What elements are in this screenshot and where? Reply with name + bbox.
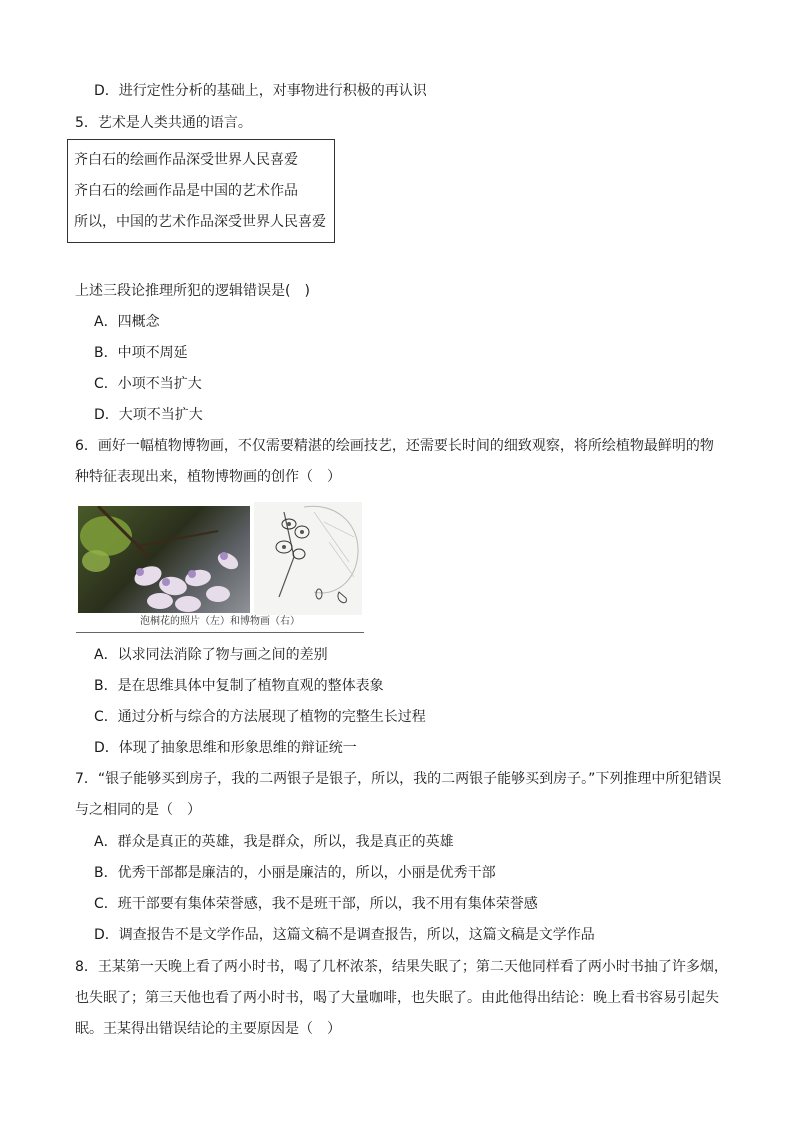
q5-box-line-1: 齐白石的绘画作品深受世界人民喜爱 — [74, 152, 298, 168]
figure-caption: 泡桐花的照片（左）和博物画（右） — [140, 616, 300, 627]
q6-option-c: C．通过分析与综合的方法展现了植物的完整生长过程 — [94, 709, 426, 725]
q5-syllogism-box — [67, 139, 335, 243]
q7-option-d: D．调查报告不是文学作品，这篇文稿不是调查报告，所以，这篇文稿是文学作品 — [94, 927, 595, 943]
q7-option-b: B．优秀干部都是廉洁的，小丽是廉洁的，所以，小丽是优秀干部 — [94, 865, 496, 881]
q5-option-d: D．大项不当扩大 — [94, 407, 203, 423]
q5-option-a: A．四概念 — [94, 314, 160, 330]
q8-stem-line-3: 眠。王某得出错误结论的主要原因是（ ） — [75, 1021, 341, 1037]
q4-option-d: D．进行定性分析的基础上，对事物进行积极的再认识 — [94, 83, 427, 99]
q8-stem-line-2: 也失眠了；第三天他也看了两小时书，喝了大量咖啡，也失眠了。由此他得出结论：晚上看书容易引起失 — [75, 990, 719, 1006]
q5-option-b: B．中项不周延 — [94, 345, 188, 361]
paulownia-figure — [76, 500, 364, 633]
q6-option-d: D．体现了抽象思维和形象思维的辩证统一 — [94, 740, 357, 756]
q7-option-c: C．班干部要有集体荣誉感，我不是班干部，所以，我不用有集体荣誉感 — [94, 896, 538, 912]
q7-stem-line-1: 7．“银子能够买到房子，我的二两银子是银子，所以，我的二两银子能够买到房子。”下列推理中所犯错误 — [75, 771, 722, 787]
q7-stem-line-2: 与之相同的是（ ） — [75, 802, 201, 818]
q5-option-c: C．小项不当扩大 — [94, 376, 202, 392]
q5-box-line-2: 齐白石的绘画作品是中国的艺术作品 — [74, 183, 298, 199]
paulownia-botanical-drawing — [254, 502, 362, 615]
q6-stem-line-1: 6．画好一幅植物博物画，不仅需要精湛的绘画技艺，还需要长时间的细致观察，将所绘植物最鲜明的物 — [75, 438, 714, 454]
q6-option-a: A．以求同法消除了物与画之间的差别 — [94, 647, 328, 663]
paulownia-photo — [78, 506, 250, 613]
q6-stem-line-2: 种特征表现出来，植物博物画的创作（ ） — [75, 469, 341, 485]
q5-box-line-3: 所以，中国的艺术作品深受世界人民喜爱 — [74, 214, 326, 230]
q6-option-b: B．是在思维具体中复制了植物直观的整体表象 — [94, 678, 384, 694]
q5-stem: 5．艺术是人类共通的语言。 — [75, 115, 252, 131]
q5-question: 上述三段论推理所犯的逻辑错误是( ) — [75, 283, 310, 299]
q8-stem-line-1: 8．王某第一天晚上看了两小时书，喝了几杯浓茶，结果失眠了；第二天他同样看了两小时书抽了许多烟， — [75, 959, 728, 975]
q7-option-a: A．群众是真正的英雄，我是群众，所以，我是真正的英雄 — [94, 834, 454, 850]
